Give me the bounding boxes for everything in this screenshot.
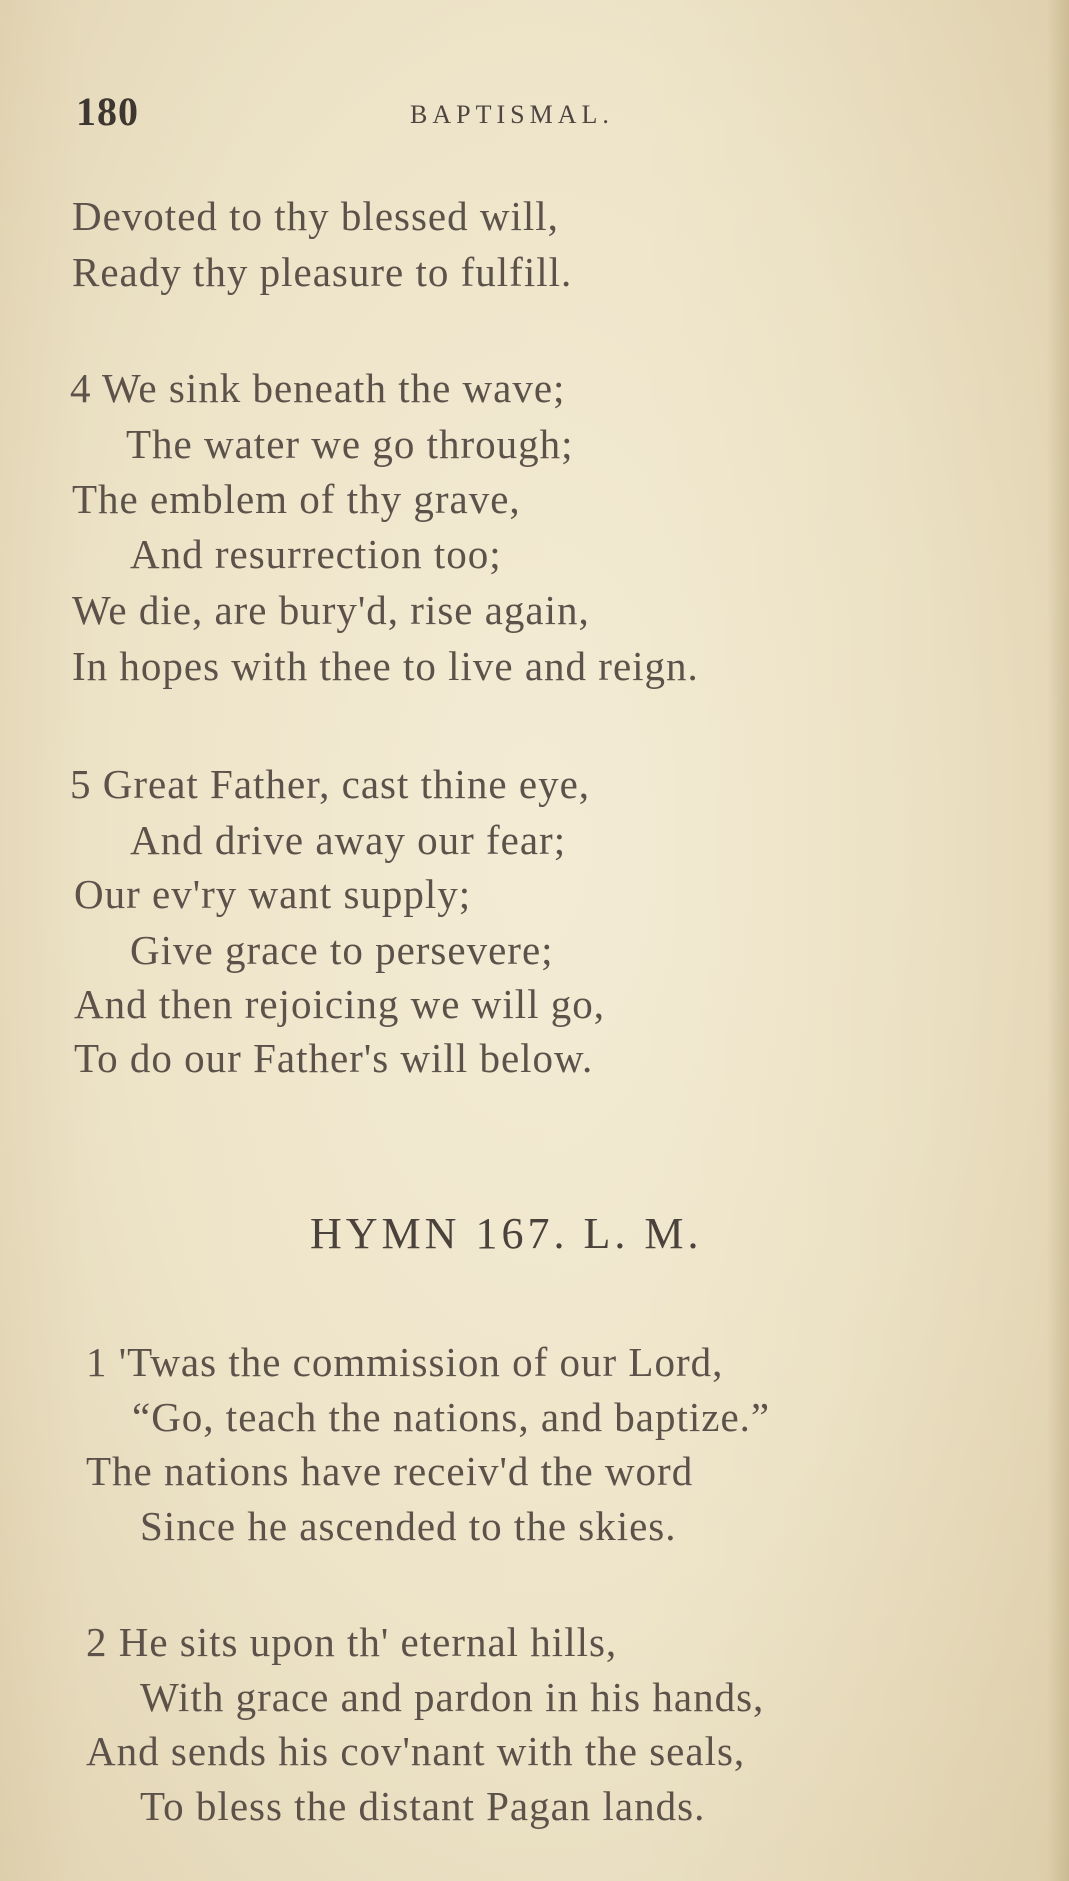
verse-line: We die, are bury'd, rise again, (72, 587, 590, 633)
verse-line: Since he ascended to the skies. (140, 1503, 677, 1549)
verse-line: 1 'Twas the commission of our Lord, (86, 1339, 724, 1385)
page-edge-shadow (1047, 0, 1069, 1881)
verse-line: To bless the distant Pagan lands. (140, 1783, 706, 1829)
verse-line: “Go, teach the nations, and baptize.” (132, 1394, 771, 1440)
verse-line: 4 We sink beneath the wave; (70, 365, 566, 411)
hymn-title: HYMN 167. L. M. (310, 1209, 703, 1258)
verse-line: And resurrection too; (130, 531, 502, 577)
verse-line: Our ev'ry want supply; (74, 871, 472, 917)
verse-line: And then rejoicing we will go, (74, 981, 606, 1027)
verse-line: Give grace to persevere; (130, 927, 554, 973)
verse-line: The nations have receiv'd the word (86, 1448, 694, 1494)
verse-line: With grace and pardon in his hands, (140, 1674, 765, 1720)
running-head: BAPTISMAL. (410, 100, 614, 129)
verse-line: 5 Great Father, cast thine eye, (70, 761, 591, 807)
verse-line: The emblem of thy grave, (72, 476, 521, 522)
verse-line: And drive away our fear; (130, 817, 567, 863)
verse-line: To do our Father's will below. (74, 1035, 594, 1081)
verse-line: 2 He sits upon th' eternal hills, (86, 1619, 618, 1665)
verse-line: Devoted to thy blessed will, (72, 193, 559, 239)
verse-line: In hopes with thee to live and reign. (72, 643, 699, 689)
verse-line: The water we go through; (126, 421, 574, 467)
verse-line: Ready thy pleasure to fulfill. (72, 249, 573, 295)
verse-line: And sends his cov'nant with the seals, (86, 1728, 746, 1774)
page-header (70, 88, 990, 138)
page-number: 180 (76, 89, 139, 134)
